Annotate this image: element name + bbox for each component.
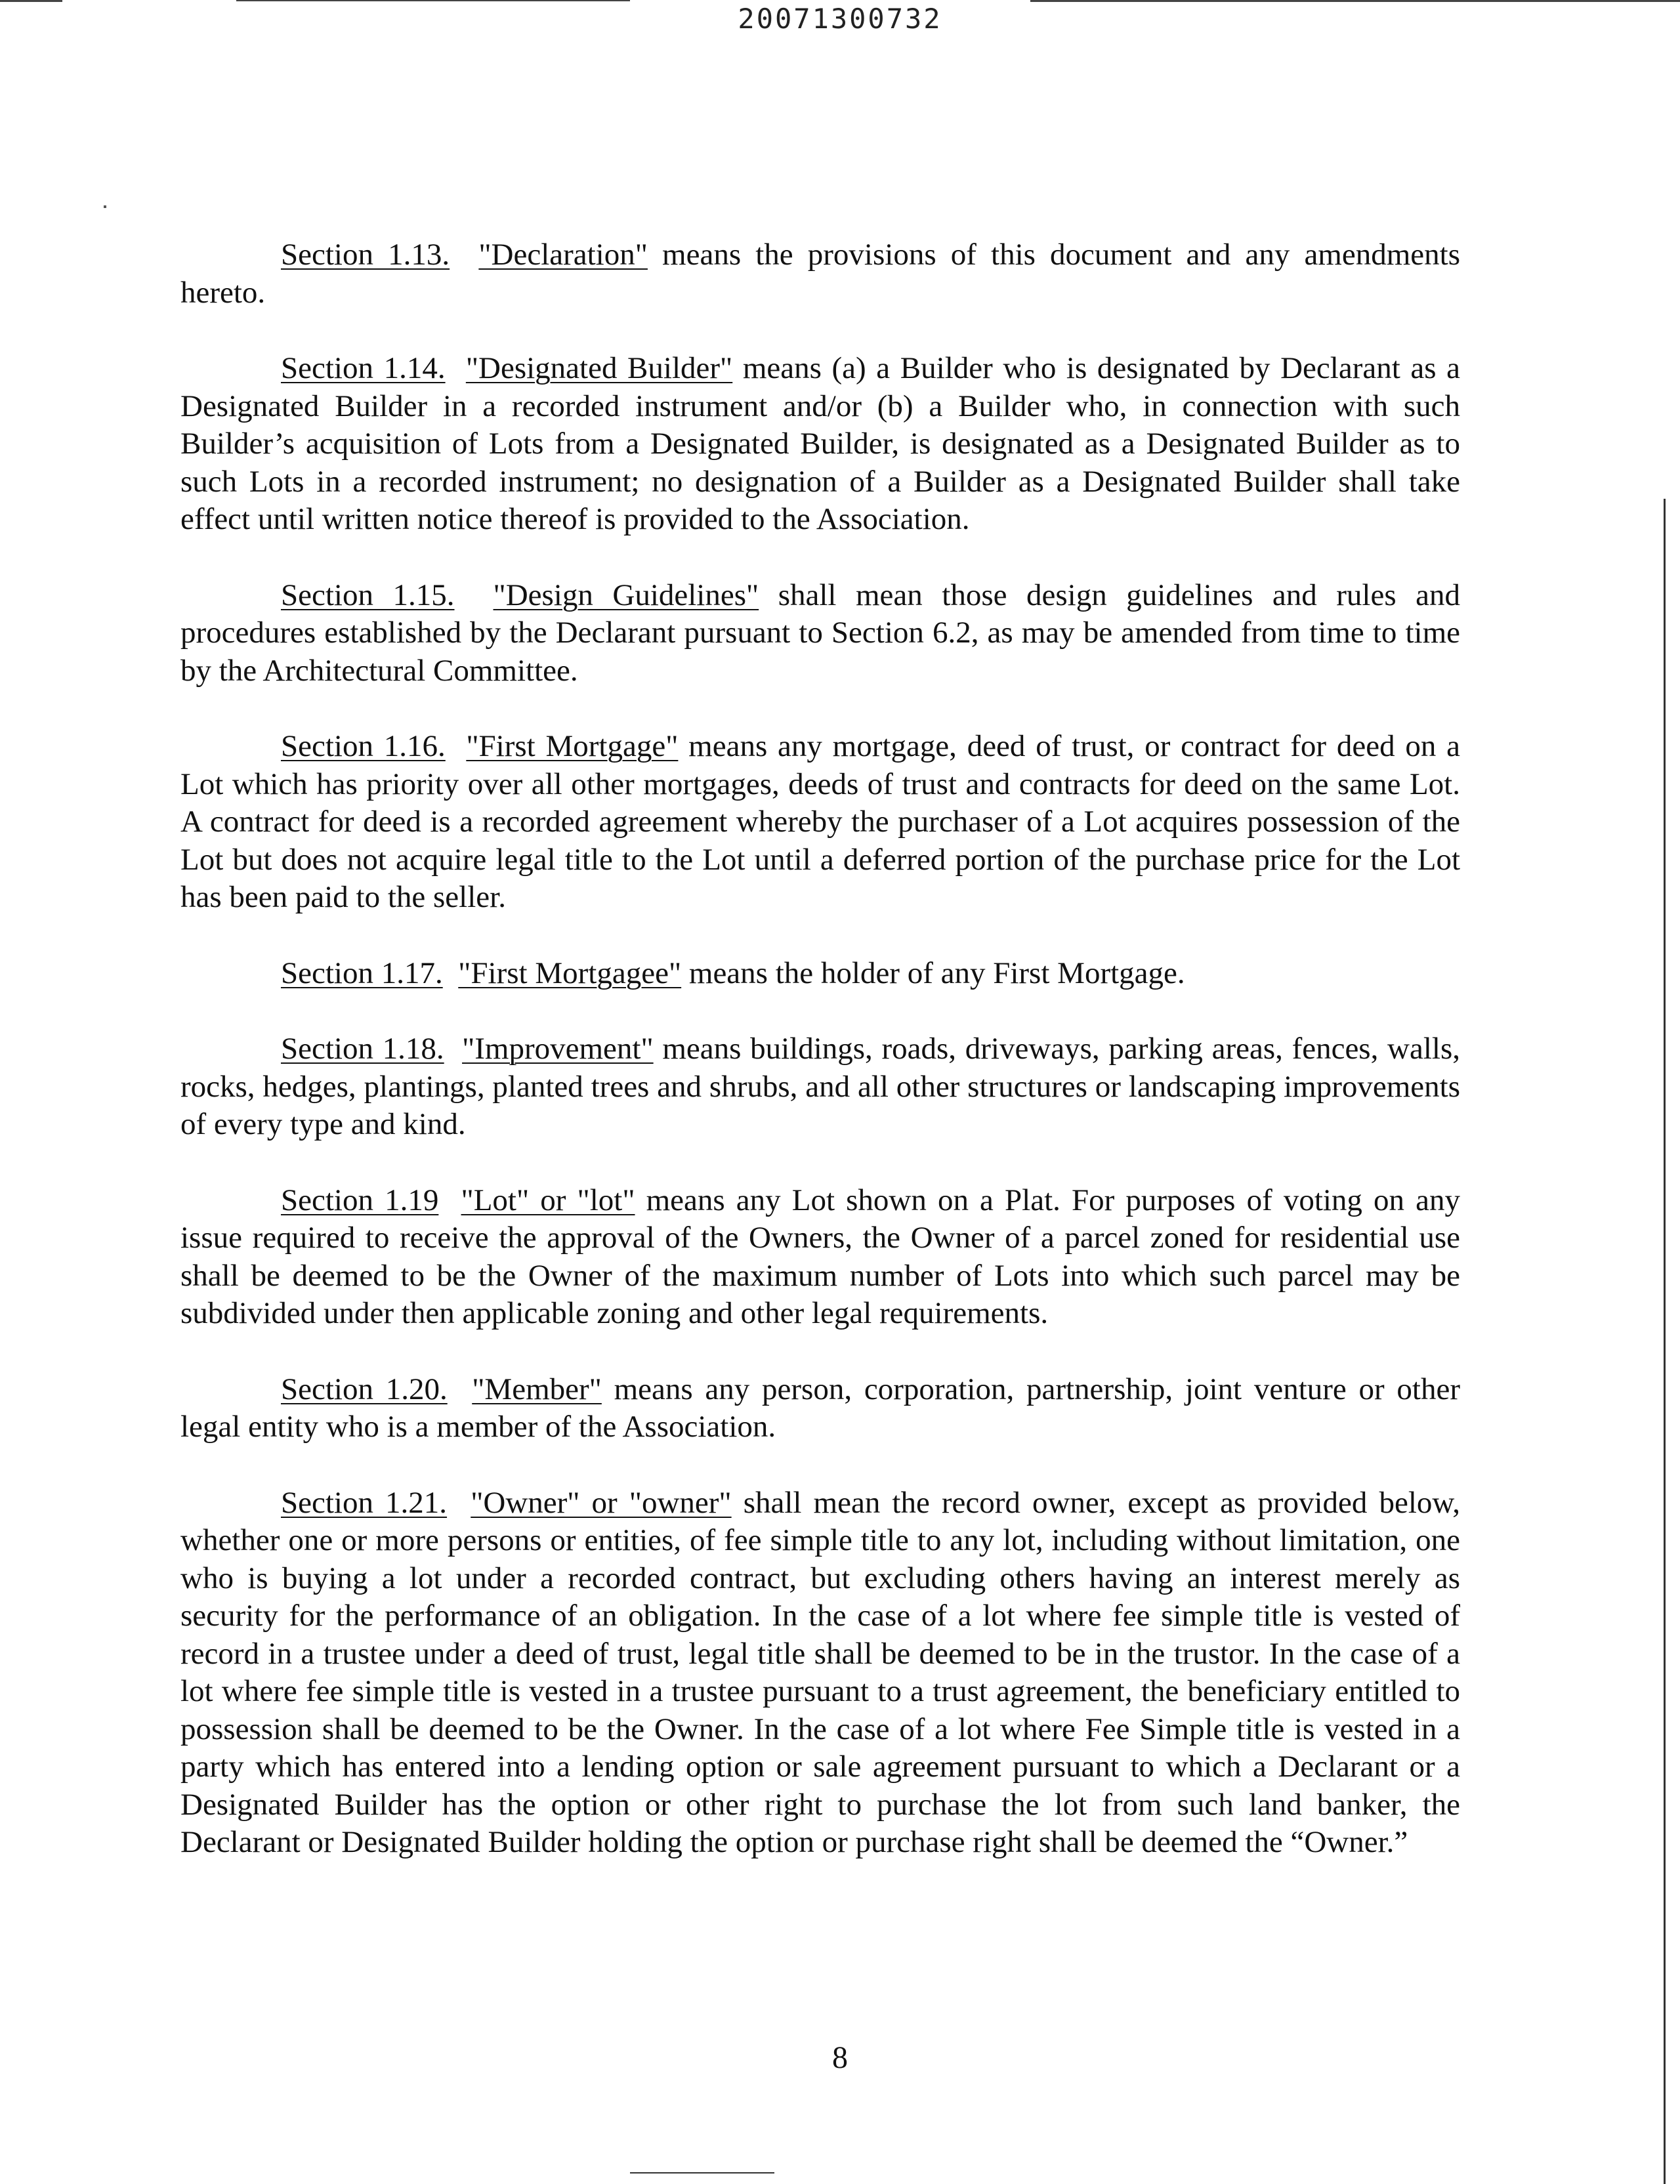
section-1-15 [180, 577, 1460, 690]
section-text: shall mean the record owner, except as provided below, whether one or more persons or entities, of fee simple title to any lot, including without limitation, one who is buying a lot under a recorded contract, but excluding others having an interest merely as security for the performance of an obligation. In the case of a lot where fee simple title is vested of record in a trustee under a deed of trust, legal title shall be deemed to be in the trustor. In the case of a lot where fee simple title is vested in a trustee pursuant to a trust agreement, the beneficiary entitled to possession shall be deemed to be the Owner. In the case of a lot where Fee Simple title is vested in a party which has entered into a lending option or sale agreement pursuant to which a Declarant or a Designated Builder has the option or other right to purchase the lot from such land banker, the Declarant or Designated Builder holding the option or purchase right shall be deemed the “Owner.” [180, 1485, 1461, 1859]
defined-term: "Declaration" [478, 238, 648, 272]
scan-line-top-middle [236, 0, 630, 1]
section-label: Section 1.16. [281, 729, 446, 763]
section-text: shall mean those design guidelines and rules and procedures established by the Declarant pursuant to Section 6.2, as may be amended from time to time by the Architectural Committee. [180, 578, 1461, 688]
section-text: means any person, corporation, partnership, joint venture or other legal entity who is a member of the Association. [180, 1372, 1460, 1444]
defined-term: "First Mortgagee" [458, 956, 682, 990]
section-1-13 [180, 236, 1460, 312]
scan-line-bottom [630, 2172, 774, 2174]
defined-term: "Member" [472, 1372, 602, 1406]
scan-edge-right [1664, 499, 1666, 2184]
document-body [180, 236, 1460, 1900]
section-text: means the provisions of this document and any amendments hereto. [180, 238, 1460, 310]
section-text: means (a) a Builder who is designated by Declarant as a Designated Builder in a recorded instrument and/or (b) a Builder who, in connection with such Builder’s acquisition of Lots from a Designated Builder, is designated as a Designated Builder as to such Lots in a recorded instrument; no designation of a Builder as a Designated Builder shall take effect until written notice thereof is provided to the Association. [180, 351, 1460, 536]
section-text: means any Lot shown on a Plat. For purposes of voting on any issue required to receive the approval of the Owners, the Owner of a parcel zoned for residential use shall be deemed to be the Owner of the maximum number of Lots into which such parcel may be subdivided under then applicable zoning and other legal requirements. [180, 1183, 1460, 1330]
section-text: means buildings, roads, driveways, parking areas, fences, walls, rocks, hedges, plantings, planted trees and shrubs, and all other structures or landscaping improvements of every type and kind. [180, 1032, 1460, 1141]
section-text: means any mortgage, deed of trust, or contract for deed on a Lot which has priority over all other mortgages, deeds of trust and contracts for deed on the same Lot. A contract for deed is a recorded agreement whereby the purchaser of a Lot acquires possession of the Lot but does not acquire legal title to the Lot until a deferred portion of the purchase price for the Lot has been paid to the seller. [180, 729, 1460, 914]
defined-term: "Improvement" [462, 1032, 654, 1066]
section-label: Section 1.13. [281, 238, 450, 272]
section-label: Section 1.14. [281, 351, 446, 385]
section-1-20 [180, 1371, 1460, 1446]
section-label: Section 1.21. [281, 1485, 448, 1520]
document-number: 20071300732 [738, 3, 942, 35]
section-label: Section 1.19 [281, 1183, 439, 1217]
section-text: means the holder of any First Mortgage. [681, 956, 1185, 990]
scan-line-top-left [0, 0, 62, 2]
defined-term: "Design Guidelines" [493, 578, 759, 612]
section-label: Section 1.15. [281, 578, 455, 612]
section-1-18 [180, 1030, 1460, 1144]
section-label: Section 1.20. [281, 1372, 448, 1406]
section-1-19 [180, 1182, 1460, 1333]
page-number: 8 [832, 2040, 848, 2075]
section-label: Section 1.18. [281, 1032, 444, 1066]
scan-line-top-right [1030, 0, 1680, 2]
defined-term: "Lot" or "lot" [461, 1183, 635, 1217]
section-label: Section 1.17. [281, 956, 443, 990]
defined-term: "Designated Builder" [465, 351, 733, 385]
section-1-21 [180, 1484, 1460, 1862]
section-1-17 [180, 955, 1460, 993]
section-1-14 [180, 350, 1460, 539]
defined-term: "Owner" or "owner" [471, 1485, 732, 1520]
defined-term: "First Mortgage" [466, 729, 679, 763]
section-1-16 [180, 728, 1460, 917]
scan-speck [104, 205, 106, 208]
